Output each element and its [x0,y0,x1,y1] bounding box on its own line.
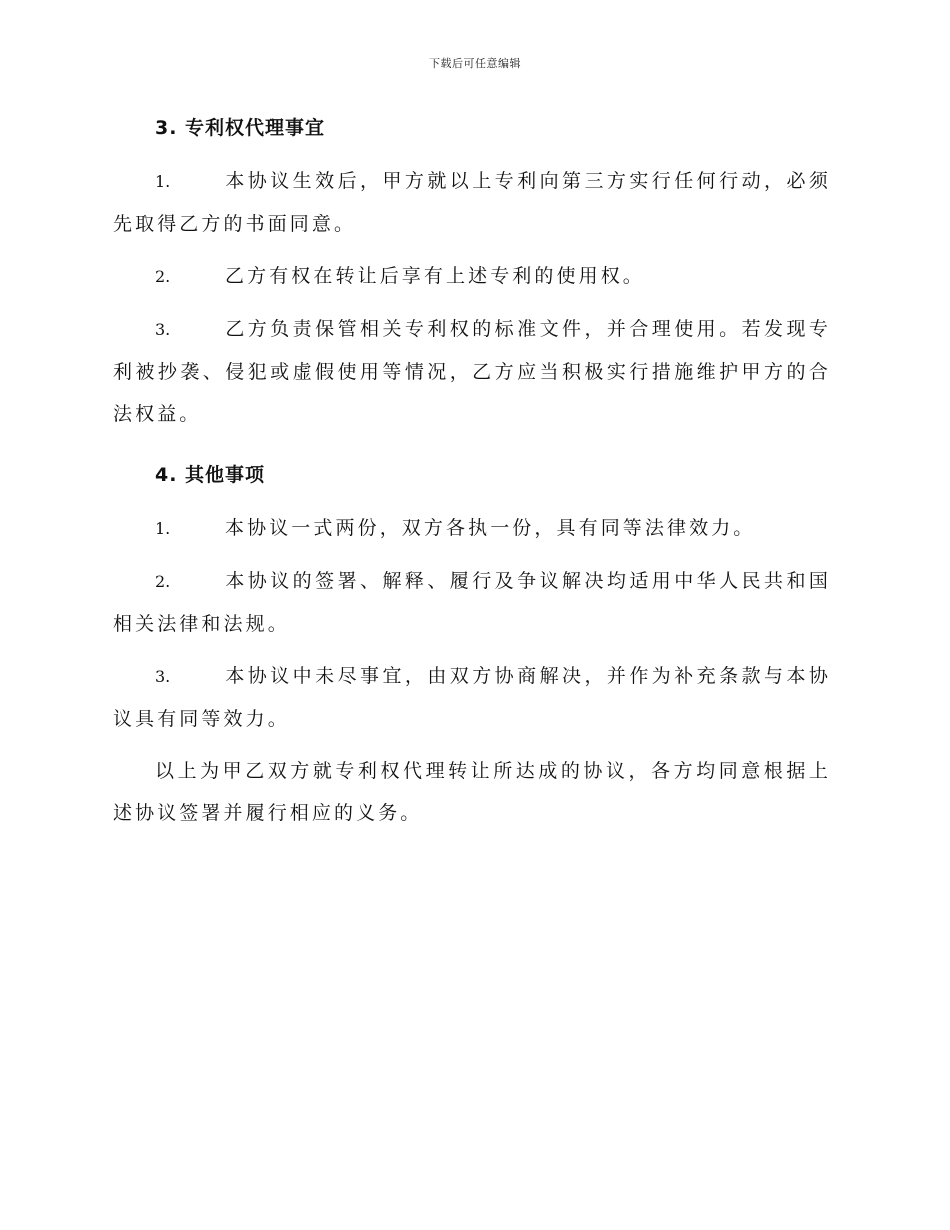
clause-number: 2. [155,267,171,286]
clause-text: 本协议的签署、解释、履行及争议解决均适用中华人民共和国相关法律和法规。 [113,570,831,635]
clause-number: 2. [155,572,171,591]
clause-3-3 [113,308,831,435]
clause-number: 1. [155,172,171,191]
clause-text: 本协议生效后，甲方就以上专利向第三方实行任何行动，必须先取得乙方的书面同意。 [113,170,831,235]
clause-number: 1. [155,519,171,538]
clause-number: 3. [155,320,171,339]
section-heading-patent-agency: 3. 专利权代理事宜 [155,117,326,139]
clause-number: 3. [155,667,171,686]
closing-paragraph: 以上为甲乙双方就专利权代理转让所达成的协议，各方均同意根据上述协议签署并履行相应的义务。 [113,760,831,824]
clause-4-2 [113,560,831,645]
section-heading-other-matters: 4. 其他事项 [155,464,266,486]
clause-3-1 [113,160,831,245]
clause-4-3 [113,655,831,740]
clause-text: 本协议一式两份，双方各执一份，具有同等法律效力。 [225,517,756,539]
clause-3-2 [113,255,831,298]
document-body [113,108,831,834]
clause-text: 本协议中未尽事宜，由双方协商解决，并作为补充条款与本协议具有同等效力。 [113,665,831,730]
page-header-note: 下载后可任意编辑 [429,57,521,70]
clause-text: 乙方有权在转让后享有上述专利的使用权。 [225,265,645,287]
clause-text: 乙方负责保管相关专利权的标准文件，并合理使用。若发现专利被抄袭、侵犯或虚假使用等情况，乙方应当积极实行措施维护甲方的合法权益。 [113,318,831,425]
clause-4-1 [113,507,831,550]
